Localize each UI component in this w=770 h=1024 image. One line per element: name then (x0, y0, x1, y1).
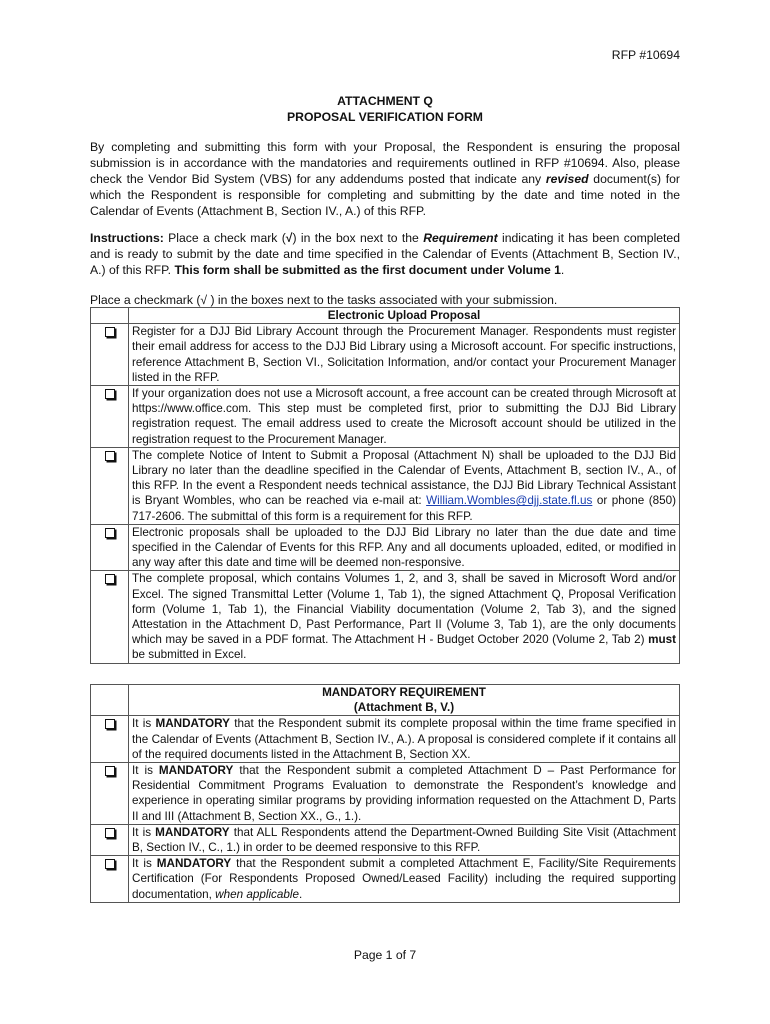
when-applicable: when applicable (215, 887, 299, 901)
table-row (91, 571, 680, 663)
checkbox-cell (91, 524, 129, 571)
requirement-word: Requirement (423, 231, 498, 245)
mandatory-prefix: It is (132, 717, 156, 731)
mandatory-text (129, 856, 680, 903)
table-row (91, 824, 680, 855)
place-checkmark-line: Place a checkmark (√ ) in the boxes next to the tasks associated with your submission. (90, 293, 558, 307)
item5-bold: must (648, 633, 676, 647)
mandatory-item-end: . (299, 887, 303, 901)
header-blank-cell (91, 308, 129, 324)
mandatory-prefix: It is (132, 764, 159, 778)
mandatory-word: MANDATORY (158, 764, 234, 778)
mandatory-item-text: that ALL Respondents attend the Department-Owned Building Site Visit (Attachment B, Section IV., C., 1.) in order to be deemed responsive to this RFP. (132, 825, 676, 855)
mandatory-prefix: It is (132, 857, 157, 871)
table-header-row (91, 308, 680, 324)
checkbox[interactable] (105, 828, 115, 838)
item3-text-1: The complete Notice of Intent to Submit a Proposal (Attachment N) shall be uploaded to the DJJ Bid Library no later than the deadline specified in the Calendar of Events, Attachment B, section IV., A., of this RFP. In the event a Respondent needs technical assistance, the DJJ Bid Library Technical Assistant is Bryant Wombles, who can be reached via e-mail at: (132, 448, 676, 508)
intro-text-1: By completing and submitting this form with your Proposal, the Respondent is ensuring the proposal submission is in accordance with the mandatories and requirements outlined in RFP #10694. Also, please check the Vendor Bid System (VBS) for any addendums posted that indicate any (90, 140, 680, 186)
item5-text-2: be submitted in Excel. (132, 648, 247, 662)
mandatory-word: MANDATORY (155, 825, 230, 839)
checkbox-cell (91, 763, 129, 825)
instructions-label: Instructions: (90, 231, 164, 245)
mandatory-requirement-table (90, 684, 680, 903)
checkbox-cell (91, 716, 129, 763)
checkbox[interactable] (105, 451, 115, 461)
table-row (91, 716, 680, 763)
requirement-text: If your organization does not use a Microsoft account, a free account can be created through Microsoft at https://www.office.com. This step must be completed first, prior to submitting the DJJ Bid Library registration request. The email address used to create the Microsoft account should be utilized in the registration request to the Procurement Manager. (129, 386, 680, 448)
title-line-2: PROPOSAL VERIFICATION FORM (287, 110, 483, 124)
title-line-1: ATTACHMENT Q (337, 94, 433, 108)
checkbox-cell (91, 824, 129, 855)
intro-paragraph (90, 139, 680, 219)
instructions-part-3: indicating it has been completed and is ready to submit by the date and time specified in the Calendar of Events (Attachment B, Section IV., A.) of this RFP. (90, 231, 680, 277)
electronic-upload-header: Electronic Upload Proposal (129, 308, 680, 324)
instructions-part-2: ) in the box next to the (292, 231, 424, 245)
mandatory-word: MANDATORY (155, 717, 230, 731)
item5-text-1: The complete proposal, which contains Volumes 1, 2, and 3, shall be saved in Microsoft Word and/or Excel. The signed Transmittal Letter (Volume 1, Tab 1), the signed Attachment Q, Proposal Verification form (Volume 1, Tab 1), the Financial Viability documentation (Volume 2, Tab 3), and the signed Attestation in the Attachment D, Past Performance, Part II (Volume 3, Tab 1), are the only documents which may be saved in a PDF format. The Attachment H - Budget October 2020 (Volume 2, Tab 2) (132, 572, 676, 647)
table-header-row (91, 685, 680, 716)
electronic-upload-table (90, 307, 680, 664)
instructions-end: . (560, 263, 565, 277)
checkbox[interactable] (105, 766, 115, 776)
table-row (91, 856, 680, 903)
mandatory-text (129, 824, 680, 855)
checkbox[interactable] (105, 327, 115, 337)
mandatory-item-text: that the Respondent submit its complete proposal within the time frame specified in the Calendar of Events (Attachment B, Section IV., A.). A proposal is considered complete if it contains all of the required documents listed in the Attachment B, Section XX. (132, 717, 676, 761)
intro-emphasis: revised (545, 172, 589, 186)
mandatory-header (129, 685, 680, 716)
checkbox[interactable] (105, 859, 115, 869)
instructions-bold-sentence: This form shall be submitted as the first document under Volume 1 (174, 263, 561, 277)
mandatory-text (129, 716, 680, 763)
check-symbol: √ (285, 231, 293, 245)
rfp-number: RFP #10694 (611, 48, 680, 62)
requirement-text: Electronic proposals shall be uploaded to the DJJ Bid Library no later than the due date and time specified in the Calendar of Events for this RFP. Any and all documents uploaded, edited, or modified in any way after this date and time will be deemed non-responsive. (129, 524, 680, 571)
checkbox-cell (91, 856, 129, 903)
email-link[interactable]: William.Wombles@djj.state.fl.us (426, 494, 593, 508)
mandatory-word: MANDATORY (156, 857, 232, 871)
checkbox-cell (91, 386, 129, 448)
checkbox[interactable] (105, 719, 115, 729)
header-blank-cell (91, 685, 129, 716)
checkbox[interactable] (105, 574, 115, 584)
table-row (91, 524, 680, 571)
mandatory-header-line-2: (Attachment B, V.) (353, 701, 455, 715)
checkbox[interactable] (105, 528, 115, 538)
requirement-text: Register for a DJJ Bid Library Account through the Procurement Manager. Respondents must register their email address for access to the DJJ Bid Library using a Microsoft account. For specific instructions, reference Attachment B, Section VI., Solicitation Information, and/or contact your Procurement Manager listed in the RFP. (129, 324, 680, 386)
mandatory-text (129, 763, 680, 825)
checkbox[interactable] (105, 389, 115, 399)
table-row (91, 763, 680, 825)
intro-text-2: document(s) for which the Respondent is responsible for completing and submitting by the date and time noted in the Calendar of Events (Attachment B, Section IV., A.) of this RFP. (90, 172, 680, 218)
document-title (90, 93, 680, 125)
table-row (91, 447, 680, 524)
page-number: Page 1 of 7 (353, 948, 417, 962)
instructions-paragraph (90, 230, 680, 278)
table-row (91, 386, 680, 448)
checkbox-cell (91, 324, 129, 386)
requirement-text (129, 571, 680, 663)
instructions-part-1: Place a check mark ( (163, 231, 286, 245)
mandatory-item-text: that the Respondent submit a completed Attachment D – Past Performance for Residential Commitment Programs Evaluation to demonstrate the Respondent’s knowledge and experience in operating similar programs by providing information requested on the Attachment D, Parts II and III (Attachment B, Section XX., G., 1.). (132, 764, 676, 823)
checkbox-cell (91, 447, 129, 524)
mandatory-item-text: that the Respondent submit a completed Attachment E, Facility/Site Requirements Certification (For Respondents Proposed Owned/Leased Facility) including the required supporting documentation, (132, 857, 676, 901)
item3-text-2: or phone (850) 717-2606. The submittal of this form is a requirement for this RFP. (132, 494, 676, 523)
table-row (91, 324, 680, 386)
requirement-text (129, 447, 680, 524)
mandatory-header-line-1: MANDATORY REQUIREMENT (322, 686, 486, 699)
checkbox-cell (91, 571, 129, 663)
mandatory-prefix: It is (132, 825, 156, 839)
